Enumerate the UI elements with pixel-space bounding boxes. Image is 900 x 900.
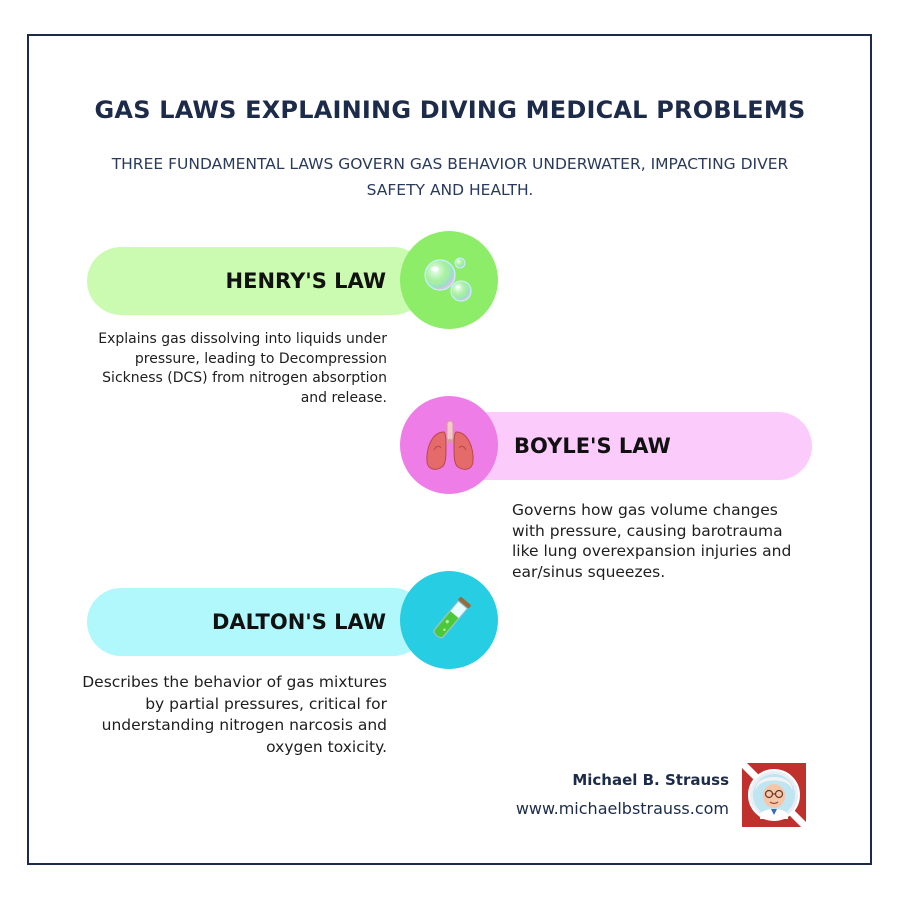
author-name: Michael B. Strauss (572, 771, 729, 789)
author-website-link[interactable]: www.michaelbstrauss.com (515, 799, 729, 818)
daltons-law-title: DALTON'S LAW (211, 610, 386, 634)
boyles-law-icon-circle (400, 396, 498, 494)
test-tube-icon (424, 593, 476, 647)
page-title: GAS LAWS EXPLAINING DIVING MEDICAL PROBLEMS (94, 96, 806, 124)
page-subtitle: THREE FUNDAMENTAL LAWS GOVERN GAS BEHAVIOR UNDERWATER, IMPACTING DIVER SAFETY AND HEALTH. (111, 155, 789, 199)
henrys-law-description: Explains gas dissolving into liquids under pressure, leading to Decompression Sickness (DCS) from nitrogen absorption and release. (98, 331, 387, 406)
bubbles-icon (420, 251, 480, 311)
boyles-law-description: Governs how gas volume changes with pressure, causing barotrauma like lung overexpansion injuries and ear/sinus squeezes. (512, 501, 792, 581)
daltons-law-description: Describes the behavior of gas mixtures by partial pressures, critical for understanding nitrogen narcosis and oxygen toxicity. (82, 673, 387, 756)
author-avatar-logo (742, 763, 806, 827)
daltons-law-icon-circle (400, 571, 498, 669)
boyles-law-title: BOYLE'S LAW (514, 434, 671, 458)
lungs-icon (422, 418, 478, 474)
henrys-law-icon-circle (400, 231, 498, 329)
henrys-law-title: HENRY'S LAW (225, 269, 386, 293)
